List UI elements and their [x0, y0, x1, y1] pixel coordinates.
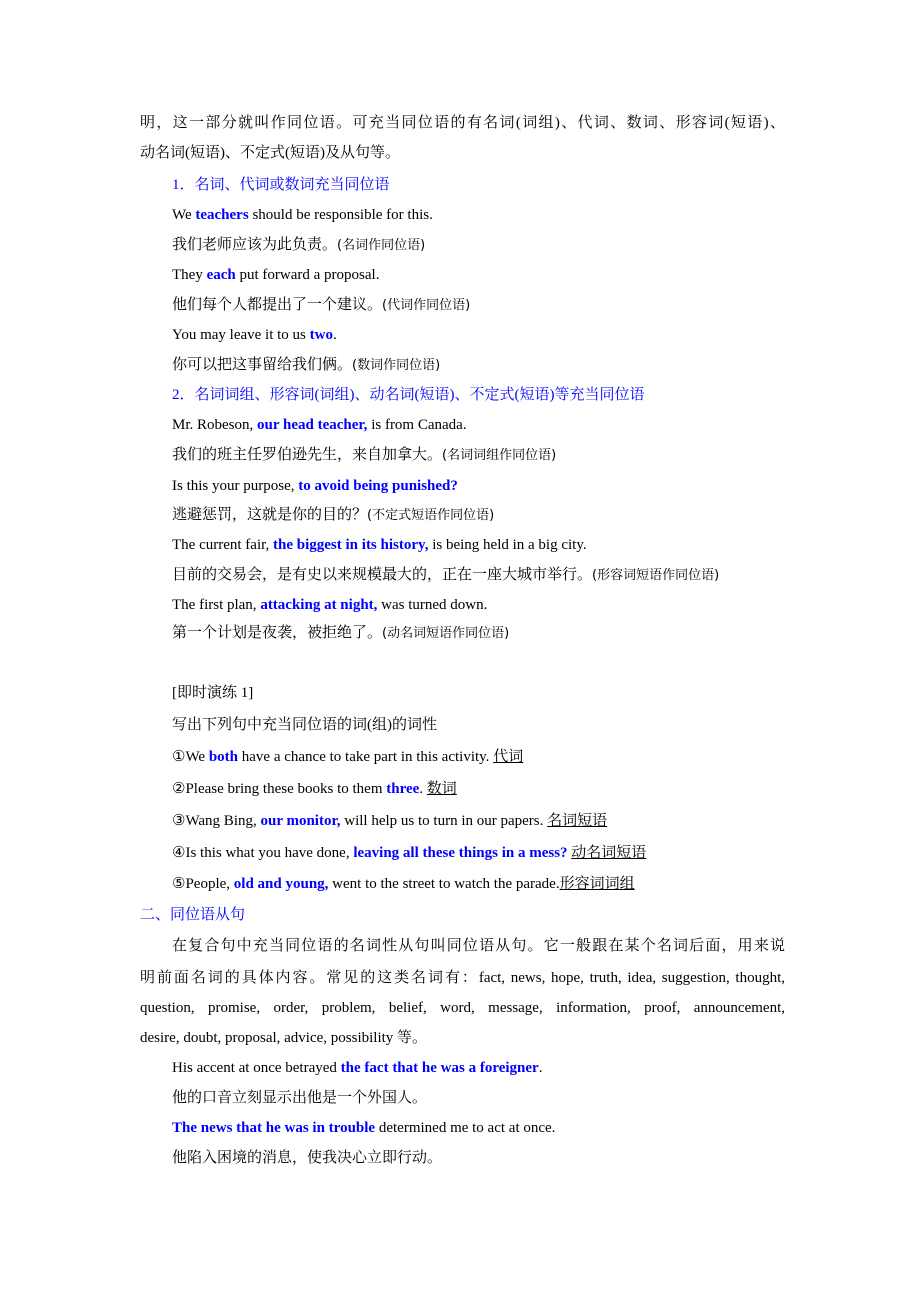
text-segment: We: [172, 207, 196, 223]
appositive-highlight: the fact that he was a foreigner: [340, 1060, 539, 1076]
text-segment: You may leave it to us: [172, 327, 310, 343]
text-line: [140, 905, 245, 925]
appositive-highlight: our head teacher,: [257, 417, 368, 433]
text-segment: 明前面名词的具体内容。常见的这类名词有：fact, news, hope, truth, idea, suggestion, thought,: [140, 970, 785, 986]
text-segment: 他的口音立刻显示出他是一个外国人。: [172, 1090, 428, 1106]
text-segment: should be responsible for this.: [248, 207, 433, 223]
text-segment: .: [332, 327, 337, 343]
text-line: [172, 476, 458, 496]
appositive-highlight: both: [208, 749, 238, 765]
text-line: [172, 1148, 442, 1168]
text-segment: 我们老师应该为此负责。: [172, 237, 338, 253]
text-line: [172, 415, 467, 435]
section-heading: 1．名词、代词或数词充当同位语: [172, 177, 390, 193]
text-line: [172, 565, 719, 586]
appositive-highlight: old and young,: [233, 876, 329, 892]
annotation-text: (代词作同位语): [382, 298, 471, 313]
answer-text: 动名词短语: [571, 845, 647, 861]
text-line: [172, 1058, 542, 1078]
appositive-highlight: leaving all these things in a mess?: [353, 845, 568, 861]
text-line: [172, 535, 587, 555]
text-line: [172, 683, 253, 703]
text-segment: ⑤People,: [172, 876, 234, 892]
answer-text: 形容词词组: [559, 876, 635, 892]
answer-text: 数词: [426, 781, 457, 797]
text-line: [172, 747, 523, 767]
text-segment: went to the street to watch the parade.: [328, 876, 560, 892]
text-segment: They: [172, 267, 207, 283]
annotation-text: (名词作同位语): [337, 238, 426, 253]
text-line: [140, 968, 785, 988]
text-segment: .: [419, 781, 427, 797]
text-line: [172, 235, 425, 256]
annotation-text: (动名词短语作同位语): [382, 626, 510, 641]
text-segment: [即时演练 1]: [172, 685, 254, 701]
text-line: [172, 355, 440, 376]
text-line: [172, 385, 644, 405]
text-line: [172, 325, 337, 345]
text-line: [172, 205, 433, 225]
text-segment: determined me to act at once.: [375, 1120, 556, 1136]
text-line: [172, 874, 635, 894]
text-segment: 第一个计划是夜袭，被拒绝了。: [172, 625, 383, 641]
text-segment: The current fair,: [172, 537, 274, 553]
text-line: [172, 295, 470, 316]
text-segment: ③Wang Bing,: [172, 813, 261, 829]
appositive-highlight: attacking at night,: [260, 597, 378, 613]
text-line: [172, 175, 390, 195]
appositive-highlight: three: [386, 781, 420, 797]
appositive-highlight: the biggest in its history,: [273, 537, 429, 553]
text-segment: .: [538, 1060, 543, 1076]
text-line: [172, 445, 556, 466]
text-segment: was turned down.: [377, 597, 488, 613]
section-heading: 二、同位语从句: [140, 907, 246, 923]
appositive-highlight: teachers: [195, 207, 249, 223]
annotation-text: (名词词组作同位语): [442, 448, 557, 463]
appositive-highlight: two: [309, 327, 333, 343]
text-segment: is from Canada.: [367, 417, 467, 433]
text-segment: ②Please bring these books to them: [172, 781, 387, 797]
appositive-highlight: The news that he was in trouble: [172, 1120, 376, 1136]
text-segment: is being held in a big city.: [428, 537, 587, 553]
text-segment: desire, doubt, proposal, advice, possibility 等。: [140, 1030, 428, 1046]
text-segment: ①We: [172, 749, 209, 765]
text-line: [172, 715, 437, 735]
text-segment: have a chance to take part in this activity.: [238, 749, 494, 765]
annotation-text: (形容词短语作同位语): [592, 568, 720, 583]
text-segment: 在复合句中充当同位语的名词性从句叫同位语从句。它一般跟在某个名词后面，用来说: [172, 938, 785, 954]
section-heading: 2．名词词组、形容词(词组)、动名词(短语)、不定式(短语)等充当同位语: [172, 387, 645, 403]
text-segment: question, promise, order, problem, belief, word, message, information, proof, announcement,: [140, 1000, 785, 1016]
text-segment: 写出下列句中充当同位语的词(组)的词性: [172, 717, 437, 733]
text-segment: ④Is this what you have done,: [172, 845, 354, 861]
text-line: [172, 936, 785, 956]
text-segment: His accent at once betrayed: [172, 1060, 341, 1076]
text-segment: 他陷入困境的消息，使我决心立即行动。: [172, 1150, 443, 1166]
text-segment: Mr. Robeson,: [172, 417, 258, 433]
text-line: [140, 1028, 427, 1048]
answer-text: 名词短语: [547, 813, 608, 829]
text-segment: 动名词(短语)、不定式(短语)及从句等。: [140, 145, 400, 161]
text-line: [140, 113, 785, 133]
text-segment: 明，这一部分就叫作同位语。可充当同位语的有名词(词组)、代词、数词、形容词(短语)、: [140, 115, 785, 131]
text-line: [172, 623, 509, 644]
appositive-highlight: each: [206, 267, 236, 283]
appositive-highlight: our monitor,: [260, 813, 341, 829]
text-segment: The first plan,: [172, 597, 261, 613]
text-segment: 逃避惩罚，这就是你的目的？: [172, 507, 368, 523]
appositive-highlight: to avoid being punished?: [298, 478, 458, 494]
text-line: [172, 505, 494, 526]
text-segment: will help us to turn in our papers.: [340, 813, 548, 829]
text-line: [140, 998, 785, 1018]
text-segment: Is this your purpose,: [172, 478, 299, 494]
annotation-text: (不定式短语作同位语): [367, 508, 495, 523]
text-line: [172, 265, 379, 285]
text-line: [172, 811, 607, 831]
text-segment: put forward a proposal.: [235, 267, 380, 283]
text-line: [140, 143, 400, 163]
text-line: [172, 779, 457, 799]
answer-text: 代词: [493, 749, 524, 765]
text-line: [172, 1118, 555, 1138]
text-segment: 我们的班主任罗伯逊先生，来自加拿大。: [172, 447, 443, 463]
text-line: [172, 843, 646, 863]
text-segment: 他们每个人都提出了一个建议。: [172, 297, 383, 313]
text-segment: 你可以把这事留给我们俩。: [172, 357, 353, 373]
annotation-text: (数词作同位语): [352, 358, 441, 373]
text-line: [172, 1088, 427, 1108]
text-line: [172, 595, 487, 615]
text-segment: 目前的交易会，是有史以来规模最大的，正在一座大城市举行。: [172, 567, 593, 583]
